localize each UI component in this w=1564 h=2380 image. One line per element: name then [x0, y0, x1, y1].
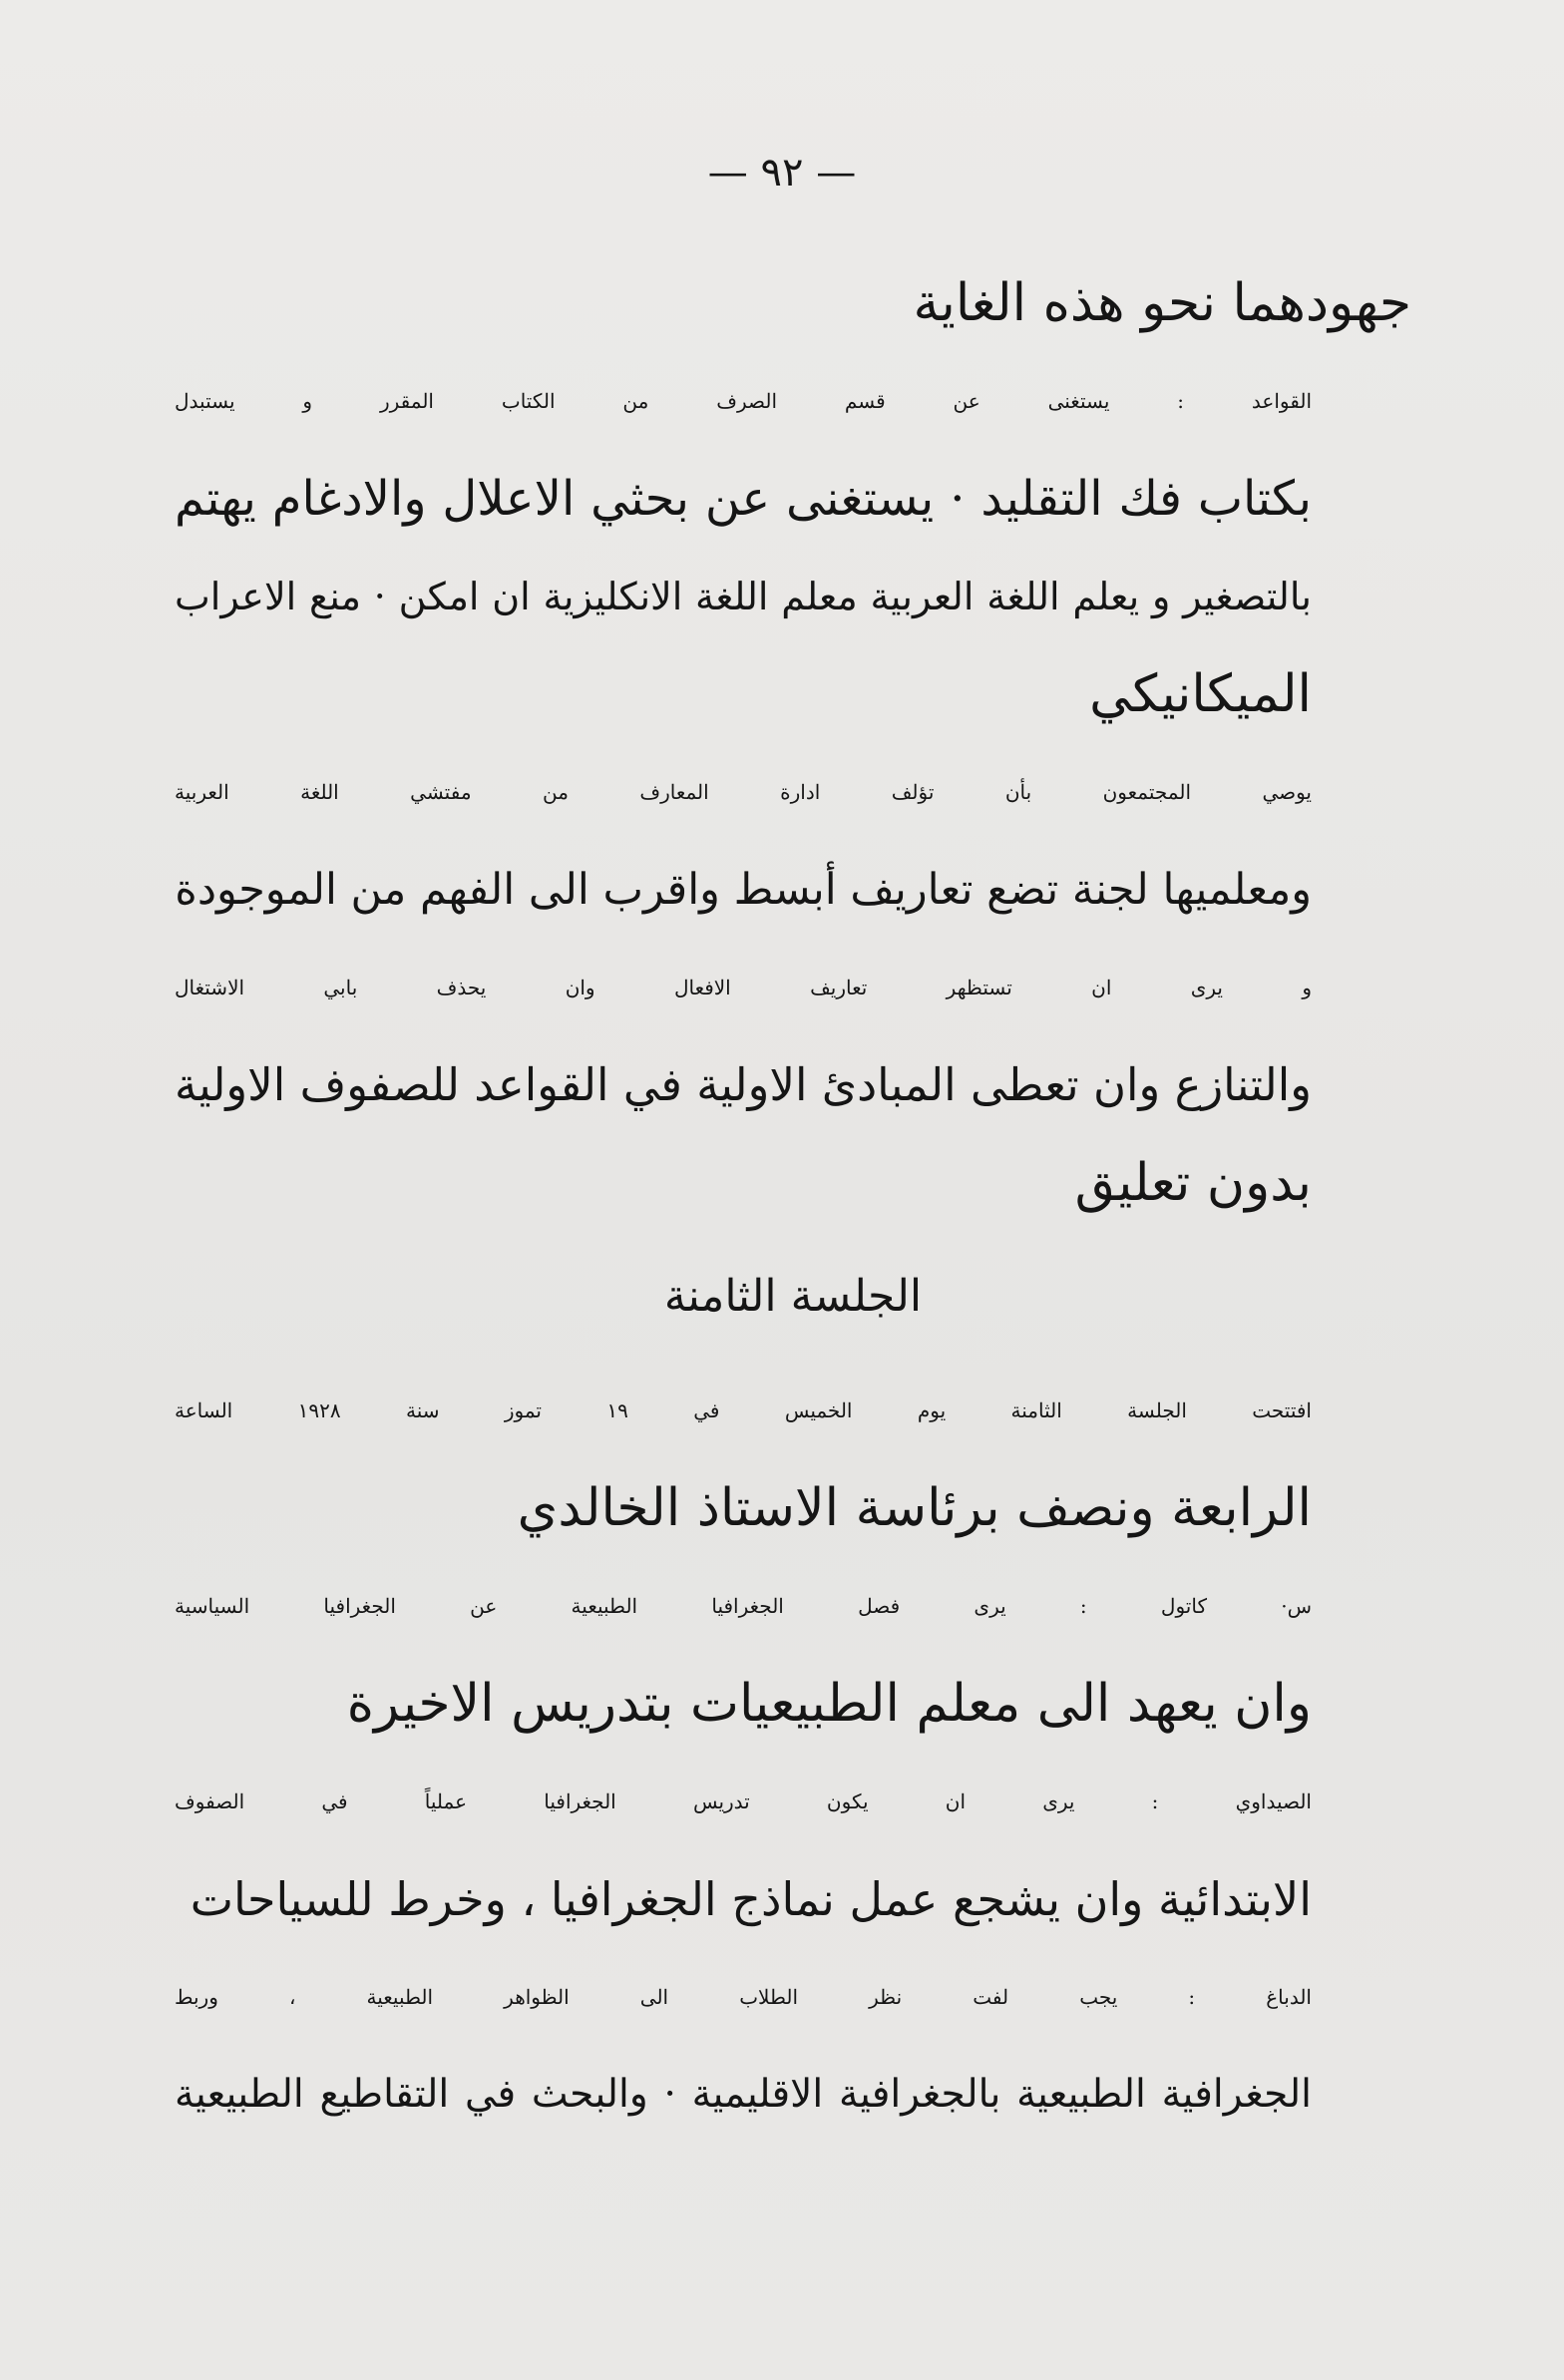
- paragraph-katoul: [175, 1557, 1411, 1753]
- text-line: وان يعهد الى معلم الطبيعيات بتدريس الاخيرة: [346, 1674, 1312, 1734]
- paragraph-dabbagh: [175, 1948, 1411, 2144]
- paragraph-saidawi: [175, 1753, 1411, 1948]
- text-line: جهودهما نحو هذه الغاية: [913, 273, 1411, 333]
- text-line: س· كاتول : يرى فصل الجغرافيا الطبيعية عن الجغرافيا السياسية: [175, 1594, 1312, 1618]
- paragraph-definitions: [175, 939, 1411, 1232]
- text-line: الرابعة ونصف برئاسة الاستاذ الخالدي: [517, 1478, 1312, 1538]
- text-line: القواعد : يستغنى عن قسم الصرف من الكتاب المقرر و يستبدل: [175, 389, 1312, 413]
- paragraph-session-opening: [175, 1362, 1411, 1557]
- text-line: الميكانيكي: [1089, 664, 1312, 724]
- text-line: بكتاب فك التقليد · يستغنى عن بحثي الاعلال والادغام يهتم: [175, 471, 1312, 527]
- paragraph-grammar: [175, 352, 1411, 743]
- text-line: الدباغ : يجب لفت نظر الطلاب الى الظواهر الطبيعية ، وربط: [175, 1985, 1312, 2009]
- text-line: الصيداوي : يرى ان يكون تدريس الجغرافيا عملياً في الصفوف: [175, 1789, 1312, 1813]
- body-text: [175, 254, 1411, 2144]
- text-line: افتتحت الجلسة الثامنة يوم الخميس في ١٩ تموز سنة ١٩٢٨ الساعة: [175, 1398, 1312, 1422]
- text-line: بالتصغير و يعلم اللغة العربية معلم اللغة الانكليزية ان امكن · منع الاعراب: [175, 575, 1312, 618]
- paragraph-continuation: [175, 254, 1411, 352]
- text-line: الابتدائية وان يشجع عمل نماذج الجغرافيا ، وخرط للسياحات: [190, 1872, 1312, 1926]
- section-heading: الجلسة الثامنة: [663, 1271, 923, 1322]
- text-line: و يرى ان تستظهر تعاريف الافعال وان يحذف بابي الاشتغال: [175, 976, 1312, 999]
- text-line: بدون تعليق: [1074, 1153, 1312, 1213]
- page-number: — ٩٢ —: [707, 150, 857, 196]
- text-line: الجغرافية الطبيعية بالجغرافية الاقليمية · والبحث في التقاطيع الطبيعية: [175, 2072, 1312, 2117]
- text-line: ومعلميها لجنة تضع تعاريف أبسط واقرب الى الفهم من الموجودة: [175, 865, 1312, 915]
- text-line: يوصي المجتمعون بأن تؤلف ادارة المعارف من مفتشي اللغة العربية: [175, 780, 1312, 804]
- text-line: والتنازع وان تعطى المبادئ الاولية في القواعد للصفوف الاولية: [175, 1058, 1312, 1111]
- paragraph-recommendation: [175, 743, 1411, 939]
